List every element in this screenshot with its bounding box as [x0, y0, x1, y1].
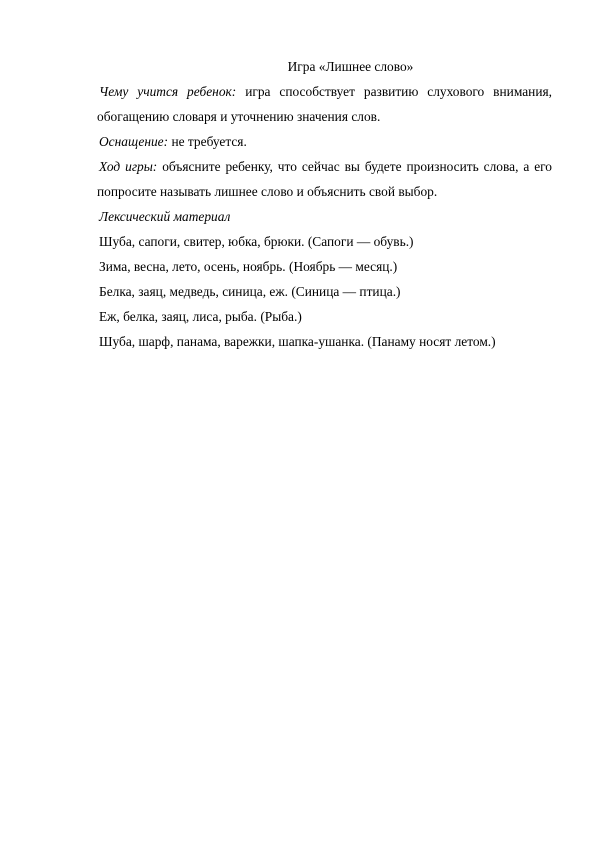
learns-text-line2: обогащению словаря и уточнению значения слов. — [97, 109, 381, 124]
lexical-item: Еж, белка, заяц, лиса, рыба. (Рыба.) — [99, 309, 302, 324]
document-body — [99, 54, 552, 354]
lexical-heading: Лексический материал — [99, 209, 231, 224]
game-process-text-line1: объясните ребенку, что сейчас вы будете произносить слова, а его — [162, 159, 552, 174]
learns-label: Чему учится ребенок: — [99, 84, 237, 99]
game-process-paragraph-continued — [97, 179, 552, 204]
lexical-item: Шуба, шарф, панама, варежки, шапка-ушанка. (Панаму носят летом.) — [99, 334, 496, 349]
game-process-label: Ход игры: — [99, 159, 158, 174]
lexical-item: Белка, заяц, медведь, синица, еж. (Синица — птица.) — [99, 284, 401, 299]
document-title: Игра «Лишнее слово» — [287, 59, 414, 74]
lexical-item: Шуба, сапоги, свитер, юбка, брюки. (Сапоги — обувь.) — [99, 234, 414, 249]
equipment-paragraph — [99, 129, 552, 154]
learns-paragraph-continued — [97, 104, 552, 129]
lexical-item: Зима, весна, лето, осень, ноябрь. (Ноябрь — месяц.) — [99, 259, 398, 274]
game-process-text-line2: попросите называть лишнее слово и объяснить свой выбор. — [97, 184, 438, 199]
learns-text-line1: игра способствует развитию слухового внимания, — [245, 84, 552, 99]
equipment-label: Оснащение: — [99, 134, 169, 149]
equipment-text: не требуется. — [171, 134, 247, 149]
learns-paragraph — [99, 79, 552, 104]
game-process-paragraph — [99, 154, 552, 179]
